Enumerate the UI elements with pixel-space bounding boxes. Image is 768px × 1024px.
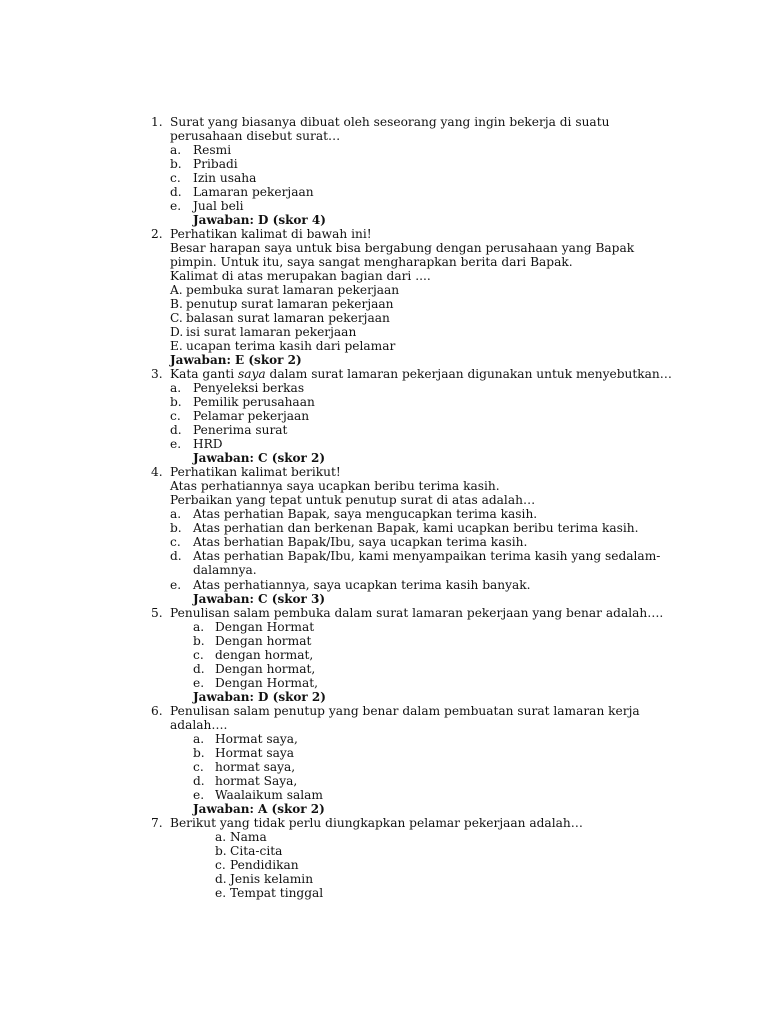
option-letter: b. (193, 634, 205, 648)
option-text: Dengan hormat (215, 634, 312, 648)
option-letter: e. (193, 788, 205, 802)
option-text: Dengan hormat, (215, 662, 316, 676)
option-text: Pemilik perusahaan (193, 395, 315, 409)
option-text: isi surat lamaran pekerjaan (186, 325, 357, 339)
option-letter: d. (170, 423, 182, 437)
question-text: perusahaan disebut surat… (170, 129, 341, 143)
option-letter: d. (215, 872, 227, 886)
option-letter: d. (170, 185, 182, 199)
question-text (170, 367, 672, 381)
option-letter: d. (193, 662, 205, 676)
option-letter: D. (170, 325, 184, 339)
option-text: balasan surat lamaran pekerjaan (186, 311, 390, 325)
question-number: 6. (151, 704, 163, 718)
question-text: Penulisan salam pembuka dalam surat lamaran pekerjaan yang benar adalah…. (170, 606, 664, 620)
option-text-continued: dalamnya. (193, 563, 257, 577)
question-text: Atas perhatiannya saya ucapkan beribu terima kasih. (170, 479, 500, 493)
option-letter: a. (215, 830, 227, 844)
option-text: Pribadi (193, 157, 238, 171)
answer-key: Jawaban: D (skor 2) (193, 690, 326, 704)
option-text: hormat Saya, (215, 774, 298, 788)
question-number: 1. (151, 115, 163, 129)
option-text: HRD (193, 437, 223, 451)
option-text: Atas berhatian Bapak/Ibu, saya ucapkan terima kasih. (193, 535, 528, 549)
question-text: Penulisan salam penutup yang benar dalam pembuatan surat lamaran kerja (170, 704, 640, 718)
option-text: Jenis kelamin (230, 872, 314, 886)
option-text: Pendidikan (230, 858, 299, 872)
option-text: Atas perhatian dan berkenan Bapak, kami ucapkan beribu terima kasih. (193, 521, 639, 535)
option-letter: c. (170, 535, 181, 549)
option-text: Atas perhatian Bapak, saya mengucapkan terima kasih. (193, 507, 538, 521)
option-letter: b. (170, 521, 182, 535)
question-number: 3. (151, 367, 163, 381)
question-number: 4. (151, 465, 163, 479)
option-text: Resmi (193, 143, 232, 157)
option-letter: c. (193, 648, 204, 662)
option-letter: e. (170, 578, 182, 592)
option-letter: C. (170, 311, 183, 325)
question-text: Perbaikan yang tepat untuk penutup surat di atas adalah… (170, 493, 536, 507)
option-letter: c. (170, 409, 181, 423)
option-letter: E. (170, 339, 183, 353)
option-text: Tempat tinggal (230, 886, 324, 900)
option-letter: a. (170, 143, 182, 157)
option-text: Dengan Hormat (215, 620, 315, 634)
option-letter: B. (170, 297, 183, 311)
question-number: 2. (151, 227, 163, 241)
question-text: Surat yang biasanya dibuat oleh seseorang yang ingin bekerja di suatu (170, 115, 610, 129)
option-letter: b. (170, 157, 182, 171)
option-text: hormat saya, (215, 760, 296, 774)
option-text: Penerima surat (193, 423, 288, 437)
option-letter: b. (170, 395, 182, 409)
option-text: dengan hormat, (215, 648, 314, 662)
question-text: Kalimat di atas merupakan bagian dari .... (170, 269, 431, 283)
answer-key: Jawaban: C (skor 2) (193, 451, 326, 465)
answer-key: Jawaban: E (skor 2) (170, 353, 302, 367)
question-text-italic: saya (238, 367, 266, 381)
option-letter: a. (193, 732, 205, 746)
option-letter: e. (170, 437, 182, 451)
option-letter: c. (170, 171, 181, 185)
option-letter: b. (215, 844, 227, 858)
option-text: ucapan terima kasih dari pelamar (186, 339, 396, 353)
option-text: Hormat saya, (215, 732, 298, 746)
question-text: adalah…. (170, 718, 228, 732)
option-letter: e. (193, 676, 205, 690)
question-text-pre: Kata ganti (170, 367, 238, 381)
option-text: Penyeleksi berkas (193, 381, 305, 395)
question-number: 7. (151, 816, 163, 830)
answer-key: Jawaban: D (skor 4) (193, 213, 326, 227)
question-text: pimpin. Untuk itu, saya sangat mengharapkan berita dari Bapak. (170, 255, 573, 269)
option-letter: b. (193, 746, 205, 760)
option-letter: a. (193, 620, 205, 634)
option-text: Pelamar pekerjaan (193, 409, 310, 423)
option-letter: a. (170, 381, 182, 395)
question-text: Perhatikan kalimat berikut! (170, 465, 341, 479)
question-number: 5. (151, 606, 163, 620)
option-text: Cita-cita (230, 844, 283, 858)
option-letter: d. (193, 774, 205, 788)
option-text: Izin usaha (193, 171, 257, 185)
option-text: Hormat saya (215, 746, 295, 760)
option-text: Atas perhatiannya, saya ucapkan terima kasih banyak. (193, 578, 531, 592)
option-letter: c. (193, 760, 204, 774)
option-letter: e. (170, 199, 182, 213)
option-text: Jual beli (193, 199, 244, 213)
option-text: Lamaran pekerjaan (193, 185, 314, 199)
answer-key: Jawaban: A (skor 2) (193, 802, 325, 816)
question-text: Berikut yang tidak perlu diungkapkan pelamar pekerjaan adalah… (170, 816, 583, 830)
option-letter: d. (170, 549, 182, 563)
option-text: Waalaikum salam (215, 788, 323, 802)
question-text: Besar harapan saya untuk bisa bergabung dengan perusahaan yang Bapak (170, 241, 635, 255)
option-letter: e. (215, 886, 227, 900)
option-text: Atas perhatian Bapak/Ibu, kami menyampaikan terima kasih yang sedalam- (193, 549, 661, 563)
option-text: pembuka surat lamaran pekerjaan (186, 283, 400, 297)
question-text-post: dalam surat lamaran pekerjaan digunakan untuk menyebutkan… (265, 367, 672, 381)
option-text: Dengan Hormat, (215, 676, 319, 690)
option-letter: A. (170, 283, 183, 297)
question-text: Perhatikan kalimat di bawah ini! (170, 227, 372, 241)
option-letter: c. (215, 858, 226, 872)
option-text: Nama (230, 830, 267, 844)
answer-key: Jawaban: C (skor 3) (193, 592, 326, 606)
option-letter: a. (170, 507, 182, 521)
option-text: penutup surat lamaran pekerjaan (186, 297, 394, 311)
